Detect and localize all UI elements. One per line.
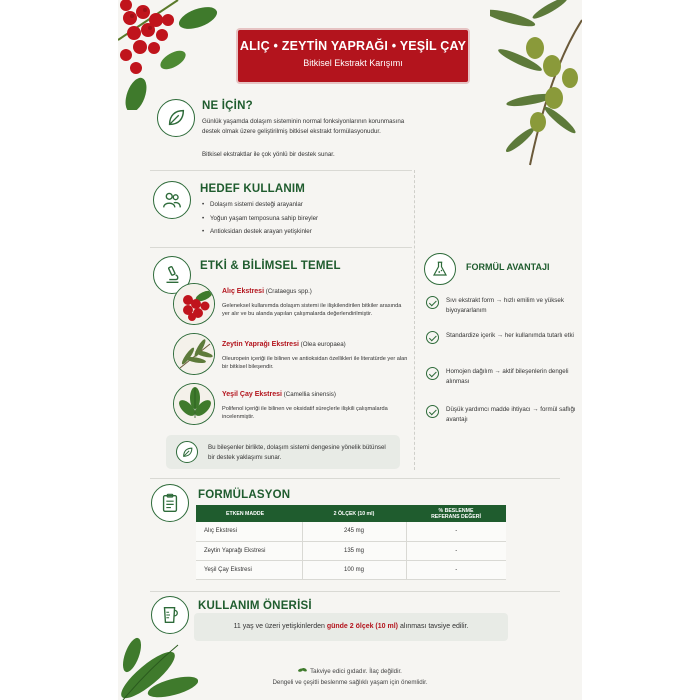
table-row bbox=[196, 541, 506, 560]
extract-olive-leaf bbox=[222, 340, 410, 372]
table-cell: Alıç Ekstresi bbox=[196, 522, 302, 541]
leaf-icon bbox=[176, 441, 198, 463]
table-row bbox=[196, 560, 506, 579]
advantage-section-icon bbox=[424, 253, 456, 285]
table-cell: 245 mg bbox=[302, 522, 406, 541]
hawthorn-image bbox=[173, 283, 215, 325]
why-heading: NE İÇİN? bbox=[202, 100, 253, 112]
advantage-text: Standardize içerik → her kullanımda tutarlı etki bbox=[446, 332, 574, 339]
extract-description: Polifenol içeriği ile bilinen ve oksidatif süreçlerle ilişkili çalışmalarda incelenmiştir. bbox=[222, 405, 388, 420]
advantage-text: Sıvı ekstrakt form → hızlı emilim ve yüksek biyoyararlanım bbox=[446, 297, 564, 314]
divider bbox=[150, 478, 560, 479]
column-header: % BESLENME REFERANS DEĞERİ bbox=[406, 505, 506, 522]
table-header-row bbox=[196, 505, 506, 522]
sprout-icon bbox=[298, 667, 307, 674]
formulation-table bbox=[196, 505, 506, 580]
table-cell: Zeytin Yaprağı Ekstresi bbox=[196, 541, 302, 560]
target-section-icon bbox=[153, 181, 191, 219]
science-summary bbox=[166, 435, 400, 469]
advantage-item bbox=[426, 367, 576, 391]
footer-line bbox=[200, 666, 500, 677]
why-text: Günlük yaşamda dolaşım sisteminin normal fonksiyonlarının korunmasına destek olmak üzere geliştirilmiş bitkisel ekstrakt formülasyonudur. bbox=[202, 118, 405, 135]
leaves-decoration bbox=[118, 625, 198, 700]
divider bbox=[150, 591, 560, 592]
usage-text bbox=[194, 613, 508, 641]
measuring-cup-icon bbox=[159, 604, 181, 626]
footer-disclaimer bbox=[200, 666, 500, 688]
usage-text-before: 11 yaş ve üzeri yetişkinlerden bbox=[233, 623, 327, 630]
green-tea-image bbox=[173, 383, 215, 425]
clipboard-icon bbox=[159, 492, 181, 514]
extract-latin: (Camellia sinensis) bbox=[283, 391, 336, 398]
check-icon bbox=[426, 367, 439, 380]
column-header: ETKEN MADDE bbox=[196, 505, 302, 522]
olive-leaf-image bbox=[173, 333, 215, 375]
column-header: 2 ÖLÇEK (10 ml) bbox=[302, 505, 406, 522]
product-subtitle: Bitkisel Ekstrakt Karışımı bbox=[303, 58, 403, 68]
table-cell: Yeşil Çay Ekstresi bbox=[196, 560, 302, 579]
table-cell: - bbox=[406, 541, 506, 560]
why-text-2: Bitkisel ekstraktlar ile çok yönlü bir destek sunar. bbox=[202, 151, 335, 158]
check-icon bbox=[426, 405, 439, 418]
formulation-heading: FORMÜLASYON bbox=[198, 489, 291, 501]
extract-name: Yeşil Çay Ekstresi bbox=[222, 391, 282, 398]
flask-icon bbox=[431, 260, 449, 278]
extract-name: Zeytin Yaprağı Ekstresi bbox=[222, 341, 299, 348]
usage-dose: günde 2 ölçek (10 ml) bbox=[326, 623, 398, 630]
usage-heading: KULLANIM ÖNERİSİ bbox=[198, 600, 312, 612]
table-cell: 135 mg bbox=[302, 541, 406, 560]
extract-hawthorn bbox=[222, 287, 410, 319]
why-section-icon bbox=[157, 99, 195, 137]
extract-latin: (Olea europaea) bbox=[300, 341, 346, 348]
advantage-item bbox=[426, 296, 576, 320]
extract-name: Alıç Ekstresi bbox=[222, 288, 265, 295]
extract-description: Geleneksel kullanımda dolaşım sistemi ile ilişkilendirilen bitkiler arasında yer alır ve bu alanda yapılan çalışmalarda değerlendirilmiştir. bbox=[222, 302, 402, 317]
people-icon bbox=[161, 189, 183, 211]
footer-line-1: Takviye edici gıdadır. İlaç değildir. bbox=[310, 668, 402, 675]
advantage-heading: FORMÜL AVANTAJI bbox=[466, 262, 550, 272]
divider bbox=[150, 247, 412, 248]
microscope-icon bbox=[161, 264, 183, 286]
target-list bbox=[202, 200, 412, 241]
table-cell: - bbox=[406, 522, 506, 541]
formulation-section-icon bbox=[151, 484, 189, 522]
list-item: • Dolaşım sistemi desteği arayanlar bbox=[202, 200, 412, 210]
table-row bbox=[196, 522, 506, 541]
science-heading: ETKİ & BİLİMSEL TEMEL bbox=[200, 260, 341, 272]
olive-branch-decoration bbox=[490, 0, 582, 170]
advantage-item bbox=[426, 331, 576, 355]
check-icon bbox=[426, 331, 439, 344]
advantage-text: Homojen dağılım → aktif bileşenlerin dengeli alınması bbox=[446, 368, 569, 385]
extract-description: Oleuropein içeriği ile bilinen ve antioksidan özellikleri ile literatürde yer alan bir bitkisel bileşendir. bbox=[222, 355, 408, 370]
usage-section-icon bbox=[151, 596, 189, 634]
hawthorn-branch-decoration bbox=[118, 0, 218, 110]
extract-latin: (Crataegus spp.) bbox=[265, 288, 312, 295]
divider bbox=[150, 170, 412, 171]
advantage-text: Düşük yardımcı madde ihtiyacı → formül saflığı avantajı bbox=[446, 406, 576, 423]
check-icon bbox=[426, 296, 439, 309]
title-banner bbox=[236, 28, 470, 84]
target-heading: HEDEF KULLANIM bbox=[200, 183, 306, 195]
column-divider bbox=[414, 170, 415, 470]
extract-green-tea bbox=[222, 390, 410, 422]
advantage-item bbox=[426, 405, 576, 429]
leaf-icon bbox=[165, 107, 187, 129]
table-cell: 100 mg bbox=[302, 560, 406, 579]
product-title: ALIÇ • ZEYTİN YAPRAĞI • YEŞİL ÇAY bbox=[239, 39, 467, 53]
usage-text-after: alınması tavsiye edilir. bbox=[398, 623, 469, 630]
summary-text: Bu bileşenler birlikte, dolaşım sistemi dengesine yönelik bütünsel bir destek yaklaşımı sunar. bbox=[208, 444, 386, 461]
footer-line-2: Dengeli ve çeşitli beslenme sağlıklı yaşam için önemlidir. bbox=[272, 679, 428, 686]
table-cell: - bbox=[406, 560, 506, 579]
list-item: • Antioksidan destek arayan yetişkinler bbox=[202, 227, 412, 237]
list-item: • Yoğun yaşam temposuna sahip bireyler bbox=[202, 214, 412, 224]
